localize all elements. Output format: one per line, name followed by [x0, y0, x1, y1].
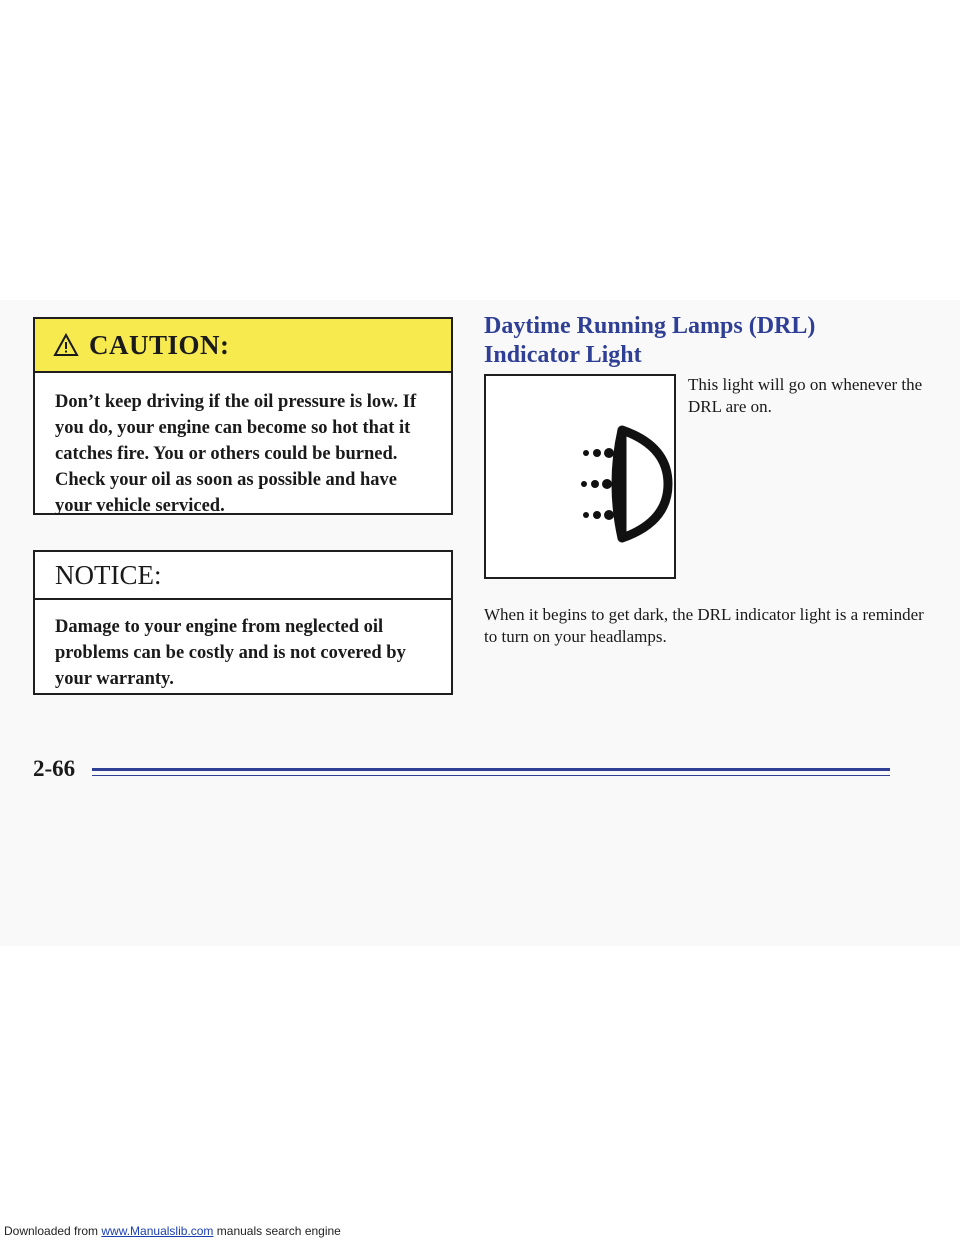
indicator-illustration	[484, 374, 676, 579]
manual-page	[0, 300, 960, 946]
section-heading	[484, 312, 815, 370]
caution-box	[33, 317, 453, 515]
caution-text: Don’t keep driving if the oil pressure is low. If you do, your engine can become so hot that it catches fire. You or others could be burned. Check your oil as soon as possible and have your vehicle serviced.	[55, 392, 417, 516]
download-footer	[4, 1224, 341, 1238]
section-heading-line2: Indicator Light	[484, 342, 642, 368]
caution-header	[35, 319, 451, 373]
notice-header	[35, 552, 451, 600]
footer-rule	[92, 768, 890, 771]
notice-title: NOTICE:	[55, 559, 162, 590]
manualslib-link[interactable]: www.Manualslib.com	[101, 1224, 214, 1238]
warning-triangle-icon	[53, 333, 79, 357]
body-paragraph: When it begins to get dark, the DRL indicator light is a reminder to turn on your headlamps.	[484, 605, 924, 646]
caution-title: CAUTION:	[89, 329, 230, 360]
footer-suffix: manuals search engine	[213, 1224, 341, 1238]
page-number: 2-66	[33, 756, 76, 781]
footer-prefix: Downloaded from	[4, 1224, 102, 1238]
notice-box	[33, 550, 453, 695]
section-heading-line1: Daytime Running Lamps (DRL)	[484, 313, 816, 339]
indicator-description: This light will go on whenever the DRL are on.	[688, 375, 923, 416]
daytime-running-lamp-icon	[486, 376, 674, 577]
notice-text: Damage to your engine from neglected oil problems can be costly and is not covered by your warranty.	[55, 617, 406, 689]
footer-rule-thin	[92, 775, 890, 776]
